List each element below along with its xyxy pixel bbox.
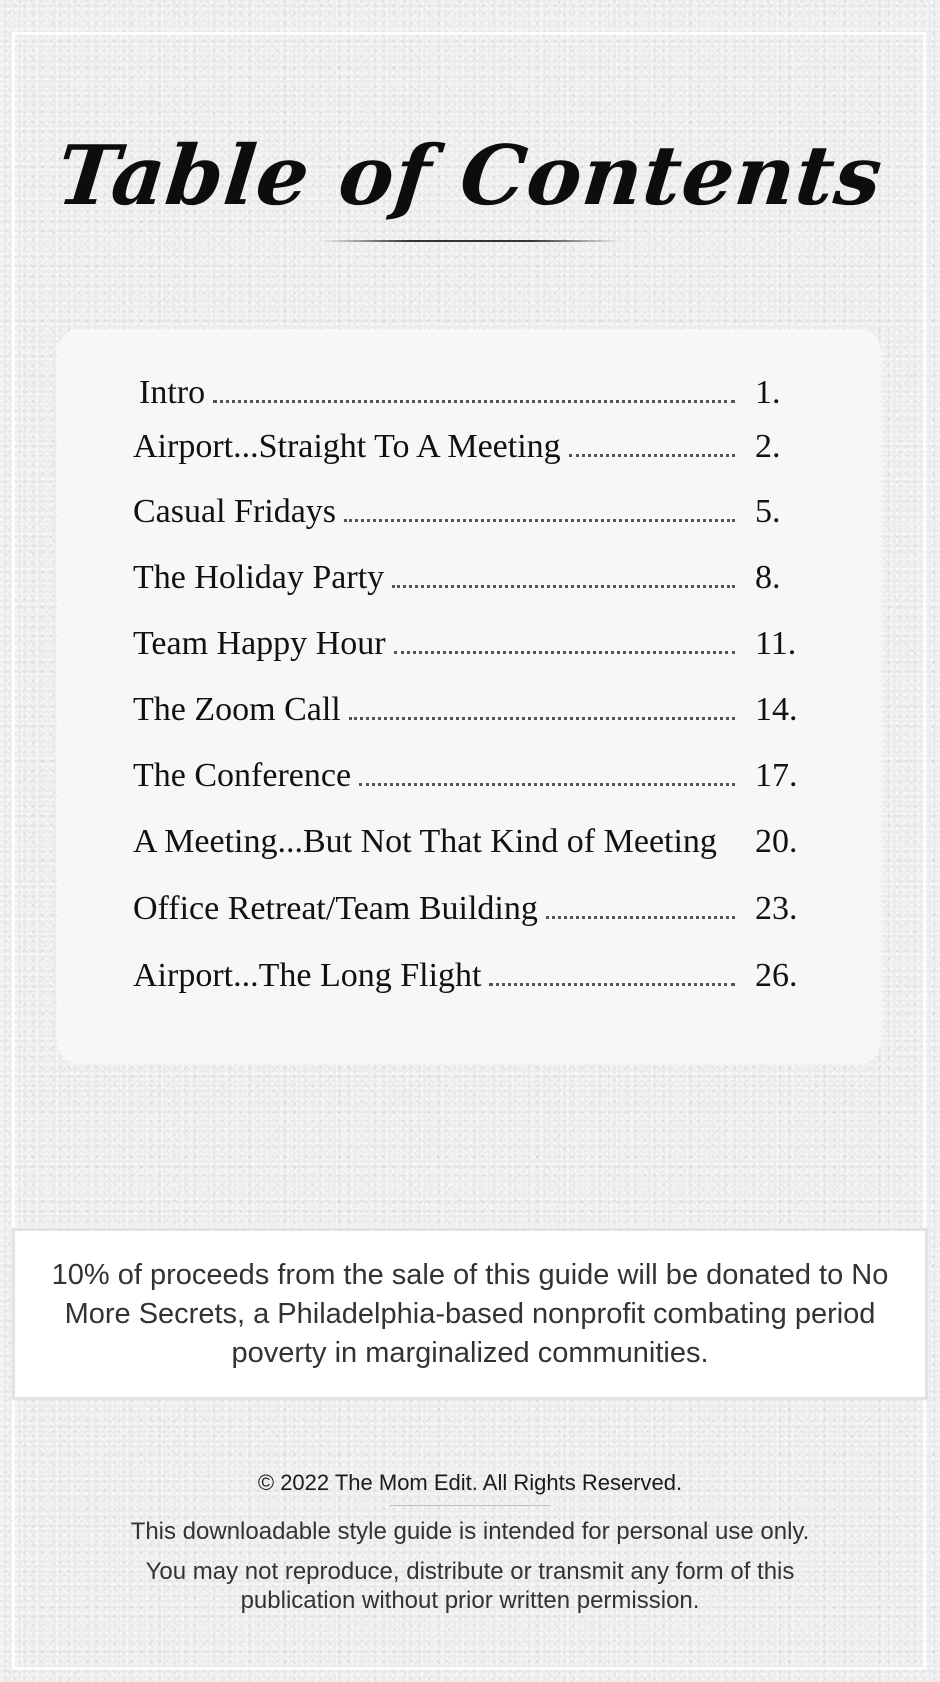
toc-leader-dots xyxy=(489,983,735,986)
toc-entry-meeting-not-that-kind[interactable] xyxy=(133,817,807,861)
toc-entry-title: A Meeting...But Not That Kind of Meeting xyxy=(133,823,717,860)
toc-leader-dots xyxy=(546,916,735,919)
toc-entry-airport-meeting[interactable] xyxy=(133,422,807,466)
toc-entry-holiday-party[interactable] xyxy=(133,553,807,597)
toc-entry-title: The Conference xyxy=(133,757,352,794)
copyright-notice: © 2022 The Mom Edit. All Rights Reserved. xyxy=(257,1470,683,1495)
toc-entry-title: Team Happy Hour xyxy=(133,625,386,662)
toc-entry-casual-fridays[interactable] xyxy=(133,487,807,531)
toc-entry-title: Airport...Straight To A Meeting xyxy=(133,428,561,465)
toc-leader-dots xyxy=(569,454,735,457)
toc-leader-dots xyxy=(349,717,735,720)
toc-entry-title: Airport...The Long Flight xyxy=(133,957,482,994)
toc-entry-airport-long-flight[interactable] xyxy=(133,951,807,995)
toc-entry-zoom-call[interactable] xyxy=(133,685,807,729)
toc-leader-dots xyxy=(213,400,735,403)
toc-entry-conference[interactable] xyxy=(133,751,807,795)
donation-notice xyxy=(12,1228,928,1400)
toc-leader-dots xyxy=(359,783,735,786)
toc-entry-page: 2. xyxy=(755,428,781,465)
toc-entry-title: Intro xyxy=(139,374,206,411)
toc-entry-page: 26. xyxy=(755,957,798,994)
toc-leader-dots xyxy=(344,519,735,522)
toc-entry-office-retreat[interactable] xyxy=(133,884,807,928)
toc-leader-dots xyxy=(394,651,735,654)
toc-entry-intro[interactable] xyxy=(133,368,807,412)
toc-entry-team-happy-hour[interactable] xyxy=(133,619,807,663)
toc-entry-page: 23. xyxy=(755,890,798,927)
toc-entry-page: 1. xyxy=(755,374,781,411)
toc-entry-page: 8. xyxy=(755,559,781,596)
reproduction-notice-line-1: You may not reproduce, distribute or transmit any form of this xyxy=(145,1558,795,1585)
toc-leader-dots xyxy=(392,585,735,588)
toc-entry-page: 5. xyxy=(755,493,781,530)
toc-entry-page: 11. xyxy=(755,625,797,662)
toc-entry-page: 14. xyxy=(755,691,798,728)
usage-notice: This downloadable style guide is intended for personal use only. xyxy=(130,1518,810,1545)
toc-entry-page: 20. xyxy=(755,823,798,860)
reproduction-notice-line-2: publication without prior written permission. xyxy=(240,1587,700,1614)
toc-entry-title: Casual Fridays xyxy=(133,493,337,530)
toc-entry-title: The Holiday Party xyxy=(133,559,385,596)
toc-entry-title: Office Retreat/Team Building xyxy=(133,890,538,927)
donation-text: 10% of proceeds from the sale of this guide will be donated to No More Secrets, a Philadelphia-based nonprofit combating period poverty in marginalized communities. xyxy=(51,1258,889,1369)
title-underline xyxy=(320,240,620,242)
toc-entry-title: The Zoom Call xyxy=(133,691,341,728)
page-title: Table of Contents xyxy=(52,128,888,224)
footer-divider xyxy=(390,1505,550,1506)
toc-entry-page: 17. xyxy=(755,757,798,794)
